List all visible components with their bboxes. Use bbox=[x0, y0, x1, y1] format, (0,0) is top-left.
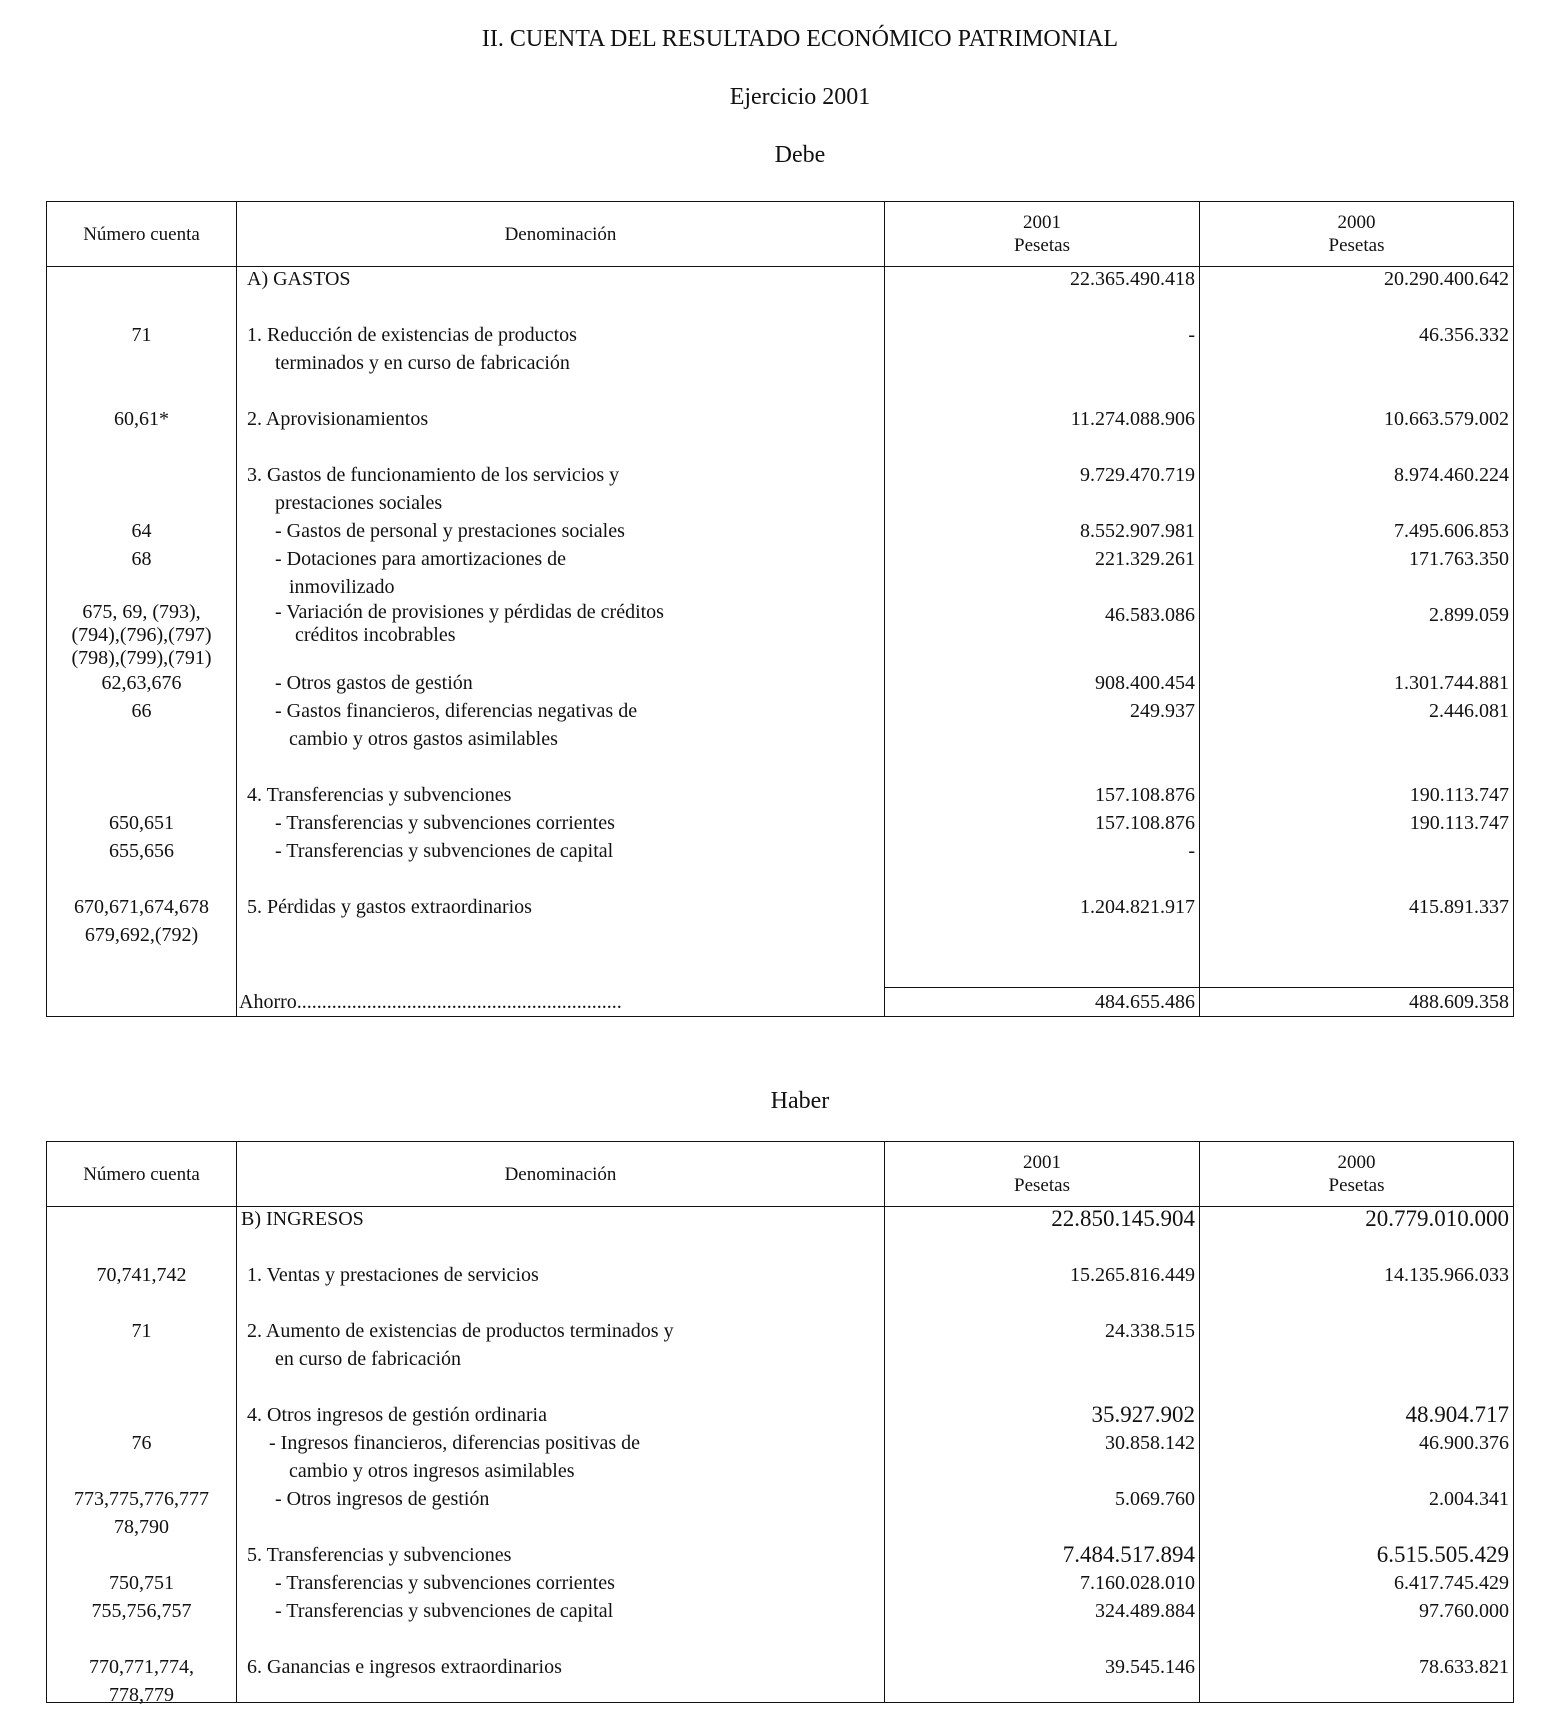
amount-2001: 157.108.876 bbox=[1095, 784, 1195, 806]
table-row-num: 778,779 bbox=[109, 1684, 174, 1706]
table-row-den: créditos incobrables bbox=[295, 624, 456, 646]
debe-table-body bbox=[47, 267, 1513, 1016]
header-2001: 2001 Pesetas bbox=[885, 202, 1200, 266]
total-divider bbox=[885, 987, 1513, 988]
table-row-num: 650,651 bbox=[109, 812, 174, 834]
table-row-den: 1. Ventas y prestaciones de servicios bbox=[247, 1264, 539, 1286]
table-row-den: 6. Ganancias e ingresos extraordinarios bbox=[247, 1656, 562, 1678]
debe-den-column bbox=[237, 267, 885, 1016]
amount-2001: 7.160.028.010 bbox=[1080, 1572, 1195, 1594]
haber-table-header bbox=[47, 1142, 1513, 1207]
table-row-den: A) GASTOS bbox=[247, 268, 351, 290]
table-row-num: 66 bbox=[131, 700, 152, 722]
ahorro-2000: 488.609.358 bbox=[1409, 991, 1509, 1013]
table-row-num: 70,741,742 bbox=[96, 1264, 187, 1286]
table-row-den: 4. Otros ingresos de gestión ordinaria bbox=[247, 1404, 547, 1426]
haber-section-title: Haber bbox=[770, 1088, 830, 1114]
table-row-den: - Ingresos financieros, diferencias positivas de bbox=[269, 1432, 640, 1454]
amount-2000: 20.290.400.642 bbox=[1384, 268, 1509, 290]
table-row-num: 68 bbox=[131, 548, 152, 570]
amount-2001: 7.484.517.894 bbox=[1062, 1542, 1195, 1567]
amount-2000: 6.515.505.429 bbox=[1376, 1542, 1509, 1567]
table-row-den: - Variación de provisiones y pérdidas de créditos bbox=[275, 601, 664, 623]
amount-2001: - bbox=[1188, 324, 1195, 346]
amount-2000: 97.760.000 bbox=[1419, 1600, 1509, 1622]
amount-2001: - bbox=[1188, 840, 1195, 862]
table-row-num: 750,751 bbox=[109, 1572, 174, 1594]
table-row-den: - Otros ingresos de gestión bbox=[275, 1488, 490, 1510]
haber-2000-column bbox=[1200, 1207, 1513, 1702]
ahorro-label: Ahorro................................................................. bbox=[239, 991, 622, 1013]
amount-2000: 1.301.744.881 bbox=[1394, 672, 1509, 694]
amount-2000: 190.113.747 bbox=[1409, 784, 1509, 806]
amount-2001: 324.489.884 bbox=[1095, 1600, 1195, 1622]
amount-2000: 46.356.332 bbox=[1419, 324, 1509, 346]
haber-2001-column bbox=[885, 1207, 1200, 1702]
debe-table bbox=[46, 201, 1514, 1017]
amount-2001: 35.927.902 bbox=[1091, 1402, 1195, 1427]
debe-table-header bbox=[47, 202, 1513, 267]
amount-2000: 8.974.460.224 bbox=[1394, 464, 1509, 486]
table-row-num: 679,692,(792) bbox=[84, 924, 199, 946]
haber-num-column bbox=[47, 1207, 237, 1706]
amount-2001: 221.329.261 bbox=[1095, 548, 1195, 570]
table-row-den: terminados y en curso de fabricación bbox=[275, 352, 570, 374]
table-row-num: 770,771,774, bbox=[89, 1656, 194, 1678]
amount-2000: 2.899.059 bbox=[1429, 604, 1509, 626]
table-row-den: - Otros gastos de gestión bbox=[275, 672, 473, 694]
amount-2000: 415.891.337 bbox=[1409, 896, 1509, 918]
table-row-num: 71 bbox=[131, 1320, 152, 1342]
table-row-num: 655,656 bbox=[109, 840, 174, 862]
amount-2000: 78.633.821 bbox=[1419, 1656, 1509, 1678]
table-row-num: 675, 69, (793), bbox=[82, 601, 201, 623]
header-numero-cuenta: Número cuenta bbox=[47, 1142, 237, 1206]
table-row-den: prestaciones sociales bbox=[275, 492, 443, 514]
table-row-den: - Transferencias y subvenciones de capital bbox=[275, 1600, 614, 1622]
header-2000: 2000 Pesetas bbox=[1328, 212, 1385, 256]
table-row-den: B) INGRESOS bbox=[241, 1208, 364, 1230]
amount-2000: 2.004.341 bbox=[1429, 1488, 1509, 1510]
amount-2000: 2.446.081 bbox=[1429, 700, 1509, 722]
amount-2001: 1.204.821.917 bbox=[1080, 896, 1195, 918]
table-row-den: - Gastos financieros, diferencias negativas de bbox=[275, 700, 638, 722]
table-row-den: 3. Gastos de funcionamiento de los servicios y bbox=[247, 464, 620, 486]
amount-2001: 157.108.876 bbox=[1095, 812, 1195, 834]
haber-table-body bbox=[47, 1206, 1513, 1706]
haber-den-column bbox=[237, 1207, 885, 1702]
amount-2000: 46.900.376 bbox=[1419, 1432, 1509, 1454]
table-row-den: - Transferencias y subvenciones corrientes bbox=[275, 812, 615, 834]
haber-table bbox=[46, 1141, 1514, 1706]
table-row-den: - Gastos de personal y prestaciones sociales bbox=[275, 520, 625, 542]
debe-num-column bbox=[47, 267, 237, 1016]
table-row-den: 5. Transferencias y subvenciones bbox=[247, 1544, 512, 1566]
amount-2001: 24.338.515 bbox=[1105, 1320, 1195, 1342]
table-row-num: 60,61* bbox=[114, 408, 169, 430]
amount-2000: 171.763.350 bbox=[1409, 548, 1509, 570]
amount-2001: 5.069.760 bbox=[1115, 1488, 1195, 1510]
header-2001: 2001 Pesetas bbox=[885, 1142, 1200, 1206]
table-row-num: 78,790 bbox=[114, 1516, 169, 1538]
amount-2000: 48.904.717 bbox=[1405, 1402, 1509, 1427]
amount-2000: 7.495.606.853 bbox=[1394, 520, 1509, 542]
amount-2001: 22.365.490.418 bbox=[1070, 268, 1195, 290]
debe-section-title: Debe bbox=[774, 142, 826, 168]
table-row-num: 773,775,776,777 bbox=[74, 1488, 209, 1510]
amount-2000: 10.663.579.002 bbox=[1384, 408, 1509, 430]
document-title: II. CUENTA DEL RESULTADO ECONÓMICO PATRIMONIAL bbox=[481, 26, 1119, 52]
amount-2001: 908.400.454 bbox=[1095, 672, 1195, 694]
header-denominacion: Denominación bbox=[237, 1142, 885, 1206]
ahorro-2001: 484.655.486 bbox=[1095, 991, 1195, 1013]
amount-2001: 11.274.088.906 bbox=[1070, 408, 1195, 430]
header-2000: 2000 Pesetas bbox=[1328, 1152, 1385, 1196]
debe-2000-column bbox=[1200, 267, 1513, 1016]
table-row-den: - Dotaciones para amortizaciones de bbox=[275, 548, 566, 570]
header-numero-cuenta: Número cuenta bbox=[47, 202, 237, 266]
table-row-num: 755,756,757 bbox=[91, 1600, 192, 1622]
table-row-num: 62,63,676 bbox=[101, 672, 182, 694]
table-row-den: 4. Transferencias y subvenciones bbox=[247, 784, 512, 806]
table-row-num: (794),(796),(797) bbox=[71, 624, 212, 646]
table-row-num: (798),(799),(791) bbox=[71, 647, 212, 669]
table-row-den: cambio y otros gastos asimilables bbox=[289, 728, 558, 750]
table-row-num: 71 bbox=[131, 324, 152, 346]
table-row-den: 2. Aprovisionamientos bbox=[247, 408, 429, 430]
amount-2001: 8.552.907.981 bbox=[1080, 520, 1195, 542]
table-row-den: inmovilizado bbox=[289, 576, 395, 598]
table-row-den: en curso de fabricación bbox=[275, 1348, 462, 1370]
amount-2001: 15.265.816.449 bbox=[1070, 1264, 1195, 1286]
amount-2001: 9.729.470.719 bbox=[1080, 464, 1195, 486]
amount-2000: 20.779.010.000 bbox=[1365, 1206, 1509, 1231]
table-row-den: 5. Pérdidas y gastos extraordinarios bbox=[247, 896, 532, 918]
amount-2001: 46.583.086 bbox=[1105, 604, 1195, 626]
debe-2001-column bbox=[885, 267, 1200, 1016]
amount-2001: 22.850.145.904 bbox=[1051, 1206, 1195, 1231]
amount-2001: 39.545.146 bbox=[1105, 1656, 1195, 1678]
table-row-num: 64 bbox=[131, 520, 152, 542]
table-row-den: 1. Reducción de existencias de productos bbox=[247, 324, 577, 346]
document-subtitle: Ejercicio 2001 bbox=[729, 84, 871, 110]
amount-2001: 249.937 bbox=[1130, 700, 1195, 722]
amount-2000: 190.113.747 bbox=[1409, 812, 1509, 834]
table-row-den: cambio y otros ingresos asimilables bbox=[289, 1460, 575, 1482]
amount-2000: 6.417.745.429 bbox=[1394, 1572, 1509, 1594]
amount-2001: 30.858.142 bbox=[1105, 1432, 1195, 1454]
table-row-den: - Transferencias y subvenciones de capital bbox=[275, 840, 614, 862]
table-row-den: - Transferencias y subvenciones corrientes bbox=[275, 1572, 615, 1594]
header-denominacion: Denominación bbox=[237, 202, 885, 266]
table-row-num: 76 bbox=[131, 1432, 152, 1454]
table-row-den: 2. Aumento de existencias de productos terminados y bbox=[247, 1320, 674, 1342]
amount-2000: 14.135.966.033 bbox=[1384, 1264, 1509, 1286]
table-row-num: 670,671,674,678 bbox=[74, 896, 209, 918]
